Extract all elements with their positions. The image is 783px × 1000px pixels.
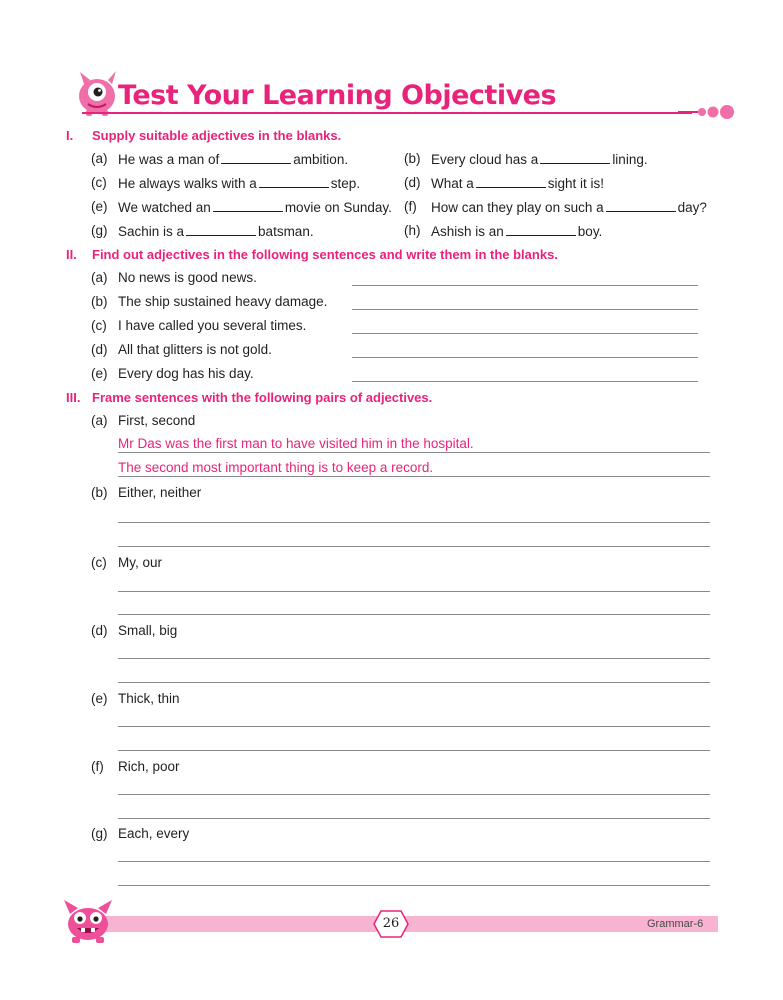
answer-line[interactable] (118, 885, 710, 886)
fill-blank[interactable] (259, 175, 329, 188)
answer-line[interactable] (118, 452, 710, 453)
section-3-title: Frame sentences with the following pairs of adjectives. (92, 390, 433, 405)
item-text: I have called you several times. (118, 318, 307, 333)
answer-line[interactable] (352, 309, 698, 310)
answer-line[interactable] (352, 333, 698, 334)
item-label: (d) (91, 342, 108, 357)
fill-blank[interactable] (476, 175, 546, 188)
fill-blank[interactable] (606, 199, 676, 212)
item-text-before: Ashish is an (431, 224, 504, 239)
fill-blank[interactable] (213, 199, 283, 212)
item-label: (f) (404, 199, 417, 214)
fill-blank[interactable] (506, 223, 576, 236)
item-text-before: He was a man of (118, 152, 220, 167)
answer-line[interactable] (352, 285, 698, 286)
answer-line[interactable] (118, 682, 710, 683)
item-text: Thick, thin (118, 691, 180, 706)
item-text-before: What a (431, 176, 474, 191)
section-3-number: III. (66, 390, 81, 405)
item-label: (b) (91, 485, 108, 500)
item-text: Either, neither (118, 485, 202, 500)
item-label: (e) (91, 691, 108, 706)
section-1-title: Supply suitable adjectives in the blanks. (92, 128, 342, 143)
item-label: (b) (404, 151, 421, 166)
item-label: (a) (91, 151, 108, 166)
item-text-after: movie on Sunday. (284, 200, 392, 215)
answer-line[interactable] (352, 357, 698, 358)
section-3-heading (66, 390, 432, 405)
item-label: (g) (91, 223, 108, 238)
item-text-before: Every cloud has a (431, 152, 539, 167)
answer-line[interactable] (118, 794, 710, 795)
item-label: (g) (91, 826, 108, 841)
item-text: Every dog has his day. (118, 366, 254, 381)
item-text-before: We watched an (118, 200, 211, 215)
answer-line[interactable] (118, 546, 710, 547)
item-text-after: sight it is! (547, 176, 605, 191)
item-label: (e) (91, 366, 108, 381)
item-text: The ship sustained heavy damage. (118, 294, 328, 309)
item-text: My, our (118, 555, 163, 570)
fill-blank[interactable] (540, 151, 610, 164)
decorative-dots-icon (678, 104, 738, 124)
answer-line[interactable] (118, 476, 710, 477)
answer-line[interactable] (118, 861, 710, 862)
section-2-heading (66, 247, 558, 262)
answer-line[interactable] (352, 381, 698, 382)
monster-mascot-icon (72, 66, 122, 118)
item-text-after: step. (330, 176, 361, 191)
section-1-number: I. (66, 128, 74, 143)
item-label: (d) (91, 623, 108, 638)
item-label: (d) (404, 175, 421, 190)
item-text: No news is good news. (118, 270, 257, 285)
page-number: 26 (382, 916, 400, 931)
item-text: Each, every (118, 826, 190, 841)
item-text: First, second (118, 413, 196, 428)
answer-line[interactable] (118, 522, 710, 523)
footer-bar (100, 916, 718, 932)
item-label: (e) (91, 199, 108, 214)
item-text-before: Sachin is a (118, 224, 185, 239)
item-text-after: batsman. (258, 224, 314, 239)
item-label: (c) (91, 555, 107, 570)
page-title: Test Your Learning Objectives (118, 80, 557, 111)
fill-blank[interactable] (221, 151, 291, 164)
item-text-after: day? (677, 200, 707, 215)
answer-line[interactable] (118, 614, 710, 615)
item-text-after: ambition. (293, 152, 349, 167)
section-1-heading (66, 128, 341, 143)
answer-line[interactable] (118, 591, 710, 592)
item-text-after: boy. (577, 224, 603, 239)
answer-line[interactable] (118, 750, 710, 751)
title-underline (82, 112, 692, 114)
item-label: (a) (91, 270, 108, 285)
item-text-after: lining. (612, 152, 648, 167)
item-label: (b) (91, 294, 108, 309)
item-label: (f) (91, 759, 104, 774)
example-answer-2: The second most important thing is to keep a record. (118, 460, 434, 475)
item-text: All that glitters is not gold. (118, 342, 272, 357)
answer-line[interactable] (118, 658, 710, 659)
page-header (66, 66, 726, 122)
item-label: (h) (404, 223, 421, 238)
item-label: (c) (91, 175, 107, 190)
section-2-number: II. (66, 247, 77, 262)
pink-monster-icon (62, 896, 114, 944)
item-label: (a) (91, 413, 108, 428)
item-label: (c) (91, 318, 107, 333)
answer-line[interactable] (118, 726, 710, 727)
item-text-before: He always walks with a (118, 176, 257, 191)
item-text: Rich, poor (118, 759, 180, 774)
section-2-title: Find out adjectives in the following sentences and write them in the blanks. (92, 247, 558, 262)
answer-line[interactable] (118, 818, 710, 819)
book-label: Grammar-6 (647, 918, 704, 930)
example-answer-1: Mr Das was the first man to have visited him in the hospital. (118, 436, 474, 451)
fill-blank[interactable] (186, 223, 256, 236)
item-text: Small, big (118, 623, 178, 638)
item-text-before: How can they play on such a (431, 200, 604, 215)
